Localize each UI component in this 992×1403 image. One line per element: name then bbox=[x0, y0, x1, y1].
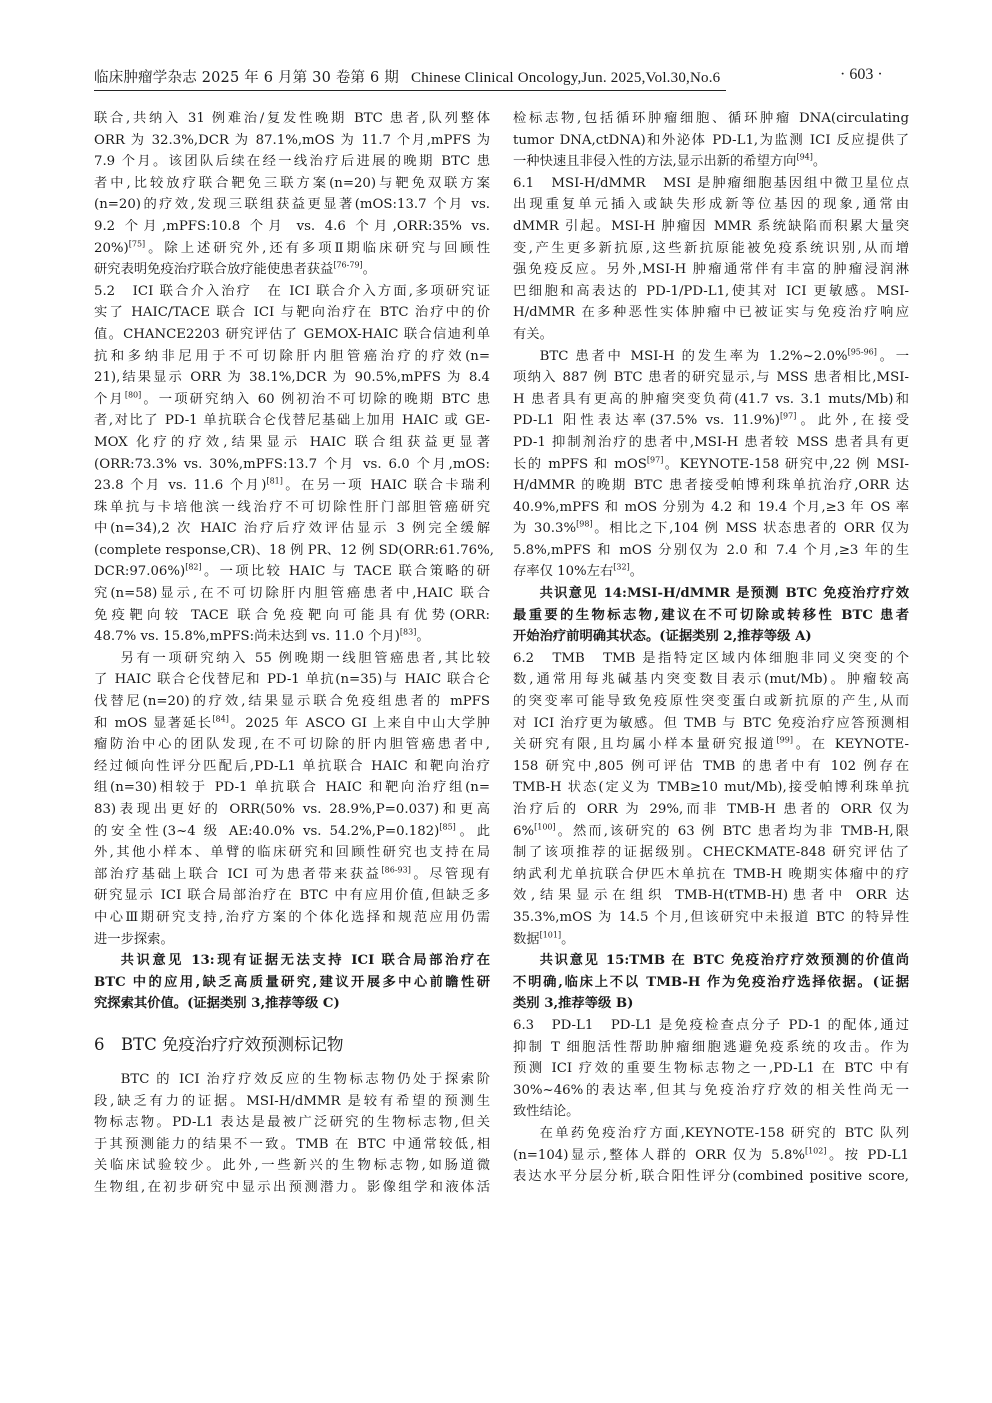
citation-ref[interactable]: [80] bbox=[124, 390, 142, 400]
body-text-line: 研究表明免疫治疗联合放疗能使患者获益[76-79]。 bbox=[94, 260, 376, 278]
body-text-line: 于其预测能力的结果不一致。TMB 在 BTC 中通常较低,相 bbox=[94, 1136, 490, 1152]
body-text-line: 瘤防治中心的团队发现,在不可切除的肝内胆管癌患者中, bbox=[94, 737, 490, 753]
body-text-line: 数据[101]。 bbox=[513, 930, 575, 947]
citation-ref[interactable]: [98] bbox=[576, 519, 593, 529]
body-text-line: PD-L1 阳性表达率(37.5% vs. 11.9%)[97]。此外,在接受 bbox=[513, 411, 909, 429]
body-text-line: 检标志物,包括循环肿瘤细胞、循环肿瘤 DNA(circulating bbox=[513, 111, 909, 126]
body-text-line: BTC 患者中 MSI-H 的发生率为 1.2%~2.0%[95-96]。一 bbox=[539, 347, 910, 364]
body-text-line: 效,结果显示在组织 TMB-H(tTMB-H)患者中 ORR 达 bbox=[513, 888, 909, 904]
body-text-line: 值。CHANCE2203 研究评估了 GEMOX-HAIC 联合信迪利单 bbox=[94, 326, 490, 342]
body-text-line: 23.8 个月 vs. 11.6 个月)[81]。在另一项 HAIC 联合卡瑞利 bbox=[94, 476, 491, 494]
body-text-line: 为 30.3%[98]。相比之下,104 例 MSS 状态患者的 ORR 仅为 bbox=[513, 519, 910, 537]
body-text-line: 外,其他小样本、单臂的临床研究和回顾性研究也支持在局 bbox=[94, 845, 490, 861]
body-text-line: 9.2 个月,mPFS:10.8 个月 vs. 4.6 个月,ORR:35% vs. bbox=[94, 218, 490, 234]
citation-ref[interactable]: [102] bbox=[804, 1146, 827, 1156]
body-text-line: 6.1 MSI-H/dMMR MSI 是肿瘤细胞基因组中微卫星位点 bbox=[513, 175, 909, 191]
body-text-line: BTC 的 ICI 治疗疗效反应的生物标志物仍处于探索阶 bbox=[120, 1071, 490, 1087]
consensus-text-line: 最重要的生物标志物,建议在不可切除或转移性 BTC 患者 bbox=[513, 607, 909, 623]
body-text-line: 部治疗基础上联合 ICI 可为患者带来获益[86-93]。尽管现有 bbox=[94, 865, 491, 882]
body-text-line: 经过倾向性评分匹配后,PD-L1 单抗联合 HAIC 和靶向治疗 bbox=[94, 758, 490, 774]
citation-ref[interactable]: [76-79] bbox=[333, 260, 363, 270]
body-text-line: 一种快速且非侵入性的方法,显示出新的希望方向[94]。 bbox=[513, 152, 827, 170]
citation-ref[interactable]: [101] bbox=[539, 930, 562, 940]
citation-ref[interactable]: [86-93] bbox=[381, 865, 411, 875]
body-text-line: 48.7% vs. 15.8%,mPFS:尚未达到 vs. 11.0 个月)[83]。 bbox=[94, 627, 430, 645]
body-text-line: 者,对比了 PD-1 单抗联合仑伐替尼基础上加用 HAIC 或 GE- bbox=[94, 413, 490, 429]
body-text-line: 变,产生更多新抗原,这些新抗原能被免疫系统识别,从而增 bbox=[513, 240, 909, 256]
body-text-line: 了 HAIC 联合仑伐替尼和 PD-1 单抗(n=35)与 HAIC 联合仑 bbox=[94, 672, 490, 688]
body-text-line: 治疗后的 ORR 为 29%,而非 TMB-H 患者的 ORR 仅为 bbox=[513, 802, 909, 817]
citation-ref[interactable]: [32] bbox=[613, 563, 630, 573]
running-header bbox=[94, 68, 726, 91]
right-column bbox=[513, 108, 909, 1188]
body-text-line: 巴细胞和高表达的 PD-1/PD-L1,使其对 ICI 更敏感。MSI- bbox=[513, 283, 909, 299]
body-text-line: 表达水平分层分析,联合阳性评分(combined positive score, bbox=[513, 1169, 909, 1185]
citation-ref[interactable]: [75] bbox=[128, 239, 146, 249]
body-text-line: 长的 mPFS 和 mOS[97]。KEYNOTE-158 研究中,22 例 MSI- bbox=[513, 455, 909, 472]
body-text-line: tumor DNA,ctDNA)和外泌体 PD-L1,为监测 ICI 反应提供了 bbox=[513, 132, 909, 148]
body-text-line: 关临床试验较少。此外,一些新兴的生物标志物,如肠道微 bbox=[94, 1158, 490, 1174]
body-text-line: 30%~46%的表达率,但其与免疫治疗疗效的相关性尚无一 bbox=[513, 1082, 909, 1098]
body-text-line: 实了 HAIC/TACE 联合 ICI 与靶向治疗在 BTC 治疗中的价 bbox=[94, 305, 490, 321]
body-text-line: 在单药免疫治疗方面,KEYNOTE-158 研究的 BTC 队列 bbox=[539, 1125, 909, 1141]
citation-ref[interactable]: [97] bbox=[779, 411, 797, 421]
body-text-line: 项纳入 887 例 BTC 患者的研究显示,与 MSS 患者相比,MSI- bbox=[513, 370, 909, 386]
body-text-line: 组(n=30)相较于 PD-1 单抗联合 HAIC 和靶向治疗组(n= bbox=[94, 780, 490, 796]
citation-ref[interactable]: [83] bbox=[399, 627, 417, 637]
body-text-line: 158 研究中,805 例可评估 TMB 的患者中有 102 例存在 bbox=[513, 758, 909, 774]
body-text-line: 40.9%,mPFS 和 mOS 分别为 4.2 和 19.4 个月,≥3 年 OS 率 bbox=[513, 499, 909, 515]
body-text-line: 的突变率可能导致免疫原性突变蛋白或新抗原的产生,从而 bbox=[513, 694, 909, 710]
body-text-line: 致性结论。 bbox=[513, 1104, 580, 1120]
body-text-line: (n=20)的疗效,发现三联组获益更显著(mOS:13.7 个月 vs. bbox=[94, 197, 490, 213]
citation-ref[interactable]: [82] bbox=[185, 563, 202, 573]
body-text-line: 中心Ⅲ期研究支持,治疗方案的个体化选择和规范应用仍需 bbox=[94, 909, 490, 925]
body-text-line: (complete response,CR)、18 例 PR、12 例 SD(ORR:61.76%, bbox=[94, 542, 494, 558]
body-text-line: dMMR 引起。MSI-H 肿瘤因 MMR 系统缺陷而积累大量突 bbox=[513, 218, 909, 234]
body-text-line: 6%[100]。然而,该研究的 63 例 BTC 患者均为非 TMB-H,限 bbox=[513, 822, 909, 839]
body-text-line: TMB-H 状态(定义为 TMB≥10 mut/Mb),接受帕博利珠单抗 bbox=[513, 780, 909, 796]
body-text-line: 者中,比较放疗联合靶免三联方案(n=20)与靶免双联方案 bbox=[94, 175, 490, 191]
body-text-line: H/dMMR 在多种恶性实体肿瘤中已被证实与免疫治疗响应 bbox=[513, 305, 909, 321]
body-text-line: 5.8%,mPFS 和 mOS 分别仅为 2.0 和 7.4 个月,≥3 年的生 bbox=[513, 542, 909, 558]
body-text-line: 究(n=58)显示,在不可切除肝内胆管癌患者中,HAIC 联合 bbox=[94, 586, 490, 602]
body-text-line: 强免疫反应。另外,MSI-H 肿瘤通常伴有丰富的肿瘤浸润淋 bbox=[513, 262, 909, 278]
journal-title-en: Chinese Clinical Oncology,Jun. 2025,Vol.30,No.6 bbox=[410, 70, 721, 86]
body-text-line: H 患者具有更高的肿瘤突变负荷(41.7 vs. 3.1 muts/Mb)和 bbox=[513, 391, 909, 407]
citation-ref[interactable]: [84] bbox=[212, 714, 229, 724]
body-text-line: 出现重复单元插入或缺失形成新等位基因的现象,通常由 bbox=[513, 197, 909, 213]
body-text-line: 伐替尼(n=20)的疗效,结果显示联合免疫组患者的 mPFS bbox=[94, 694, 490, 710]
body-text-line: 83)表现出更好的 ORR(50% vs. 28.9%,P=0.037)和更高 bbox=[94, 802, 490, 817]
consensus-text-line: 类别 3,推荐等级 B) bbox=[513, 996, 634, 1012]
body-text-line: 纳武利尤单抗联合伊匹木单抗在 TMB-H 晚期实体瘤中的疗 bbox=[513, 866, 909, 882]
body-text-line: 进一步探索。 bbox=[94, 931, 174, 947]
body-text-line: 抑制 T 细胞活性帮助肿瘤细胞逃避免疫系统的攻击。作为 bbox=[513, 1039, 909, 1055]
section-heading: 6 BTC 免疫治疗疗效预测标记物 bbox=[94, 1034, 344, 1054]
citation-ref[interactable]: [94] bbox=[796, 152, 813, 162]
citation-ref[interactable]: [81] bbox=[266, 476, 283, 486]
body-text-line: ORR 为 32.3%,DCR 为 87.1%,mOS 为 11.7 个月,mPFS 为 bbox=[94, 132, 490, 148]
citation-ref[interactable]: [95-96] bbox=[847, 347, 877, 357]
body-text-line: 研究显示 ICI 联合局部治疗在 BTC 中有应用价值,但缺乏多 bbox=[94, 888, 490, 904]
body-text-line: DCR:97.06%)[82]。一项比较 HAIC 与 TACE 联合策略的研 bbox=[94, 563, 490, 580]
body-text-line: 20%)[75]。除上述研究外,还有多项Ⅱ期临床研究与回顾性 bbox=[94, 239, 490, 256]
left-column bbox=[94, 108, 494, 1199]
body-text-line: 6.2 TMB TMB 是指特定区域内体细胞非同义突变的个 bbox=[513, 650, 909, 666]
body-text-line: 存率仅 10%左右[32]。 bbox=[513, 563, 643, 580]
body-text-line: 中(n=34),2 次 HAIC 治疗后疗效评估显示 3 例完全缓解 bbox=[94, 521, 490, 537]
body-text-line: (ORR:73.3% vs. 30%,mPFS:13.7 个月 vs. 6.0 个月,mOS: bbox=[94, 456, 490, 472]
body-text-line: 个月[80]。一项研究纳入 60 例初治不可切除的晚期 BTC 患 bbox=[94, 390, 490, 407]
body-text-line: 预测 ICI 疗效的重要生物标志物之一,PD-L1 在 BTC 中有 bbox=[513, 1061, 909, 1077]
spacer bbox=[94, 1015, 490, 1029]
body-text-line: 对 ICI 治疗更为敏感。但 TMB 与 BTC 免疫治疗应答预测相 bbox=[513, 715, 909, 731]
consensus-text-line: BTC 中的应用,缺乏高质量研究,建议开展多中心前瞻性研 bbox=[94, 974, 490, 990]
body-text-line: 珠单抗与卡培他滨一线治疗不可切除性肝门部胆管癌研究 bbox=[94, 499, 490, 515]
page-number: · 603 · bbox=[840, 66, 883, 83]
body-text-line: 制了该项推荐的证据级别。CHECKMATE-848 研究评估了 bbox=[513, 845, 909, 861]
citation-ref[interactable]: [100] bbox=[534, 822, 556, 832]
body-text-line: 段,缺乏有力的证据。MSI-H/dMMR 是较有希望的预测生 bbox=[94, 1093, 490, 1109]
body-text-line: 21),结果显示 ORR 为 38.1%,DCR 为 90.5%,mPFS 为 8.4 bbox=[94, 370, 490, 386]
body-text-line: 5.2 ICI 联合介入治疗 在 ICI 联合介入方面,多项研究证 bbox=[94, 283, 490, 299]
citation-ref[interactable]: [97] bbox=[646, 455, 664, 465]
body-text-line: 7.9 个月。该团队后续在经一线治疗后进展的晚期 BTC 患 bbox=[94, 154, 490, 170]
consensus-text-line: 究探索其价值。(证据类别 3,推荐等级 C) bbox=[94, 996, 340, 1012]
journal-title-cn: 临床肿瘤学杂志 2025 年 6 月第 30 卷第 6 期 bbox=[94, 70, 399, 86]
consensus-text-line: 不明确,临床上不以 TMB-H 作为免疫治疗选择依据。(证据 bbox=[513, 974, 909, 990]
body-text-line: 联合,共纳入 31 例难治/复发性晚期 BTC 患者,队列整体 bbox=[94, 111, 490, 126]
body-text-line: 免疫靶向较 TACE 联合免疫靶向可能具有优势(ORR: bbox=[94, 607, 490, 623]
citation-ref[interactable]: [85] bbox=[439, 822, 456, 832]
citation-ref[interactable]: [99] bbox=[776, 735, 793, 745]
body-text-line: 有关。 bbox=[513, 326, 553, 342]
body-text-line: 35.3%,mOS 为 14.5 个月,但该研究中未报道 BTC 的特异性 bbox=[513, 909, 909, 925]
body-text-line: MOX 化疗的疗效,结果显示 HAIC 联合组获益更显著 bbox=[94, 434, 490, 450]
body-text-line: 生物组,在初步研究中显示出预测潜力。影像组学和液体活 bbox=[94, 1179, 490, 1195]
body-text-line: H/dMMR 的晚期 BTC 患者接受帕博利珠单抗治疗,ORR 达 bbox=[513, 478, 909, 494]
body-text-line: PD-1 抑制剂治疗的患者中,MSI-H 患者较 MSS 患者具有更 bbox=[513, 434, 909, 450]
body-text-line: 数,通常用每兆碱基内突变数目表示(mut/Mb)。肿瘤较高 bbox=[513, 672, 909, 688]
body-text-line: 物标志物。PD-L1 表达是最被广泛研究的生物标志物,但关 bbox=[94, 1115, 490, 1131]
body-text-line: (n=104)显示,整体人群的 ORR 仅为 5.8%[102]。按 PD-L1 bbox=[513, 1146, 909, 1163]
body-text-line: 抗和多纳非尼用于不可切除肝内胆管癌治疗的疗效(n= bbox=[94, 348, 490, 364]
consensus-text-line: 开始治疗前明确其状态。(证据类别 2,推荐等级 A) bbox=[513, 629, 812, 645]
body-text-line: 和 mOS 显著延长[84]。2025 年 ASCO GI 上来自中山大学肿 bbox=[94, 714, 490, 731]
body-text-line: 关研究有限,且均属小样本量研究报道[99]。在 KEYNOTE- bbox=[513, 735, 909, 753]
consensus-text-line: 共识意见 15:TMB 在 BTC 免疫治疗疗效预测的价值尚 bbox=[539, 953, 909, 969]
body-text-line: 另有一项研究纳入 55 例晚期一线胆管癌患者,其比较 bbox=[120, 650, 490, 666]
body-text-line: 6.3 PD-L1 PD-L1 是免疫检查点分子 PD-1 的配体,通过 bbox=[513, 1017, 909, 1033]
body-text-line: 的安全性(3~4 级 AE:40.0% vs. 54.2%,P=0.182)[85]。此 bbox=[94, 822, 490, 839]
consensus-text-line: 共识意见 14:MSI-H/dMMR 是预测 BTC 免疫治疗疗效 bbox=[539, 586, 909, 602]
consensus-text-line: 共识意见 13:现有证据无法支持 ICI 联合局部治疗在 bbox=[120, 953, 490, 969]
